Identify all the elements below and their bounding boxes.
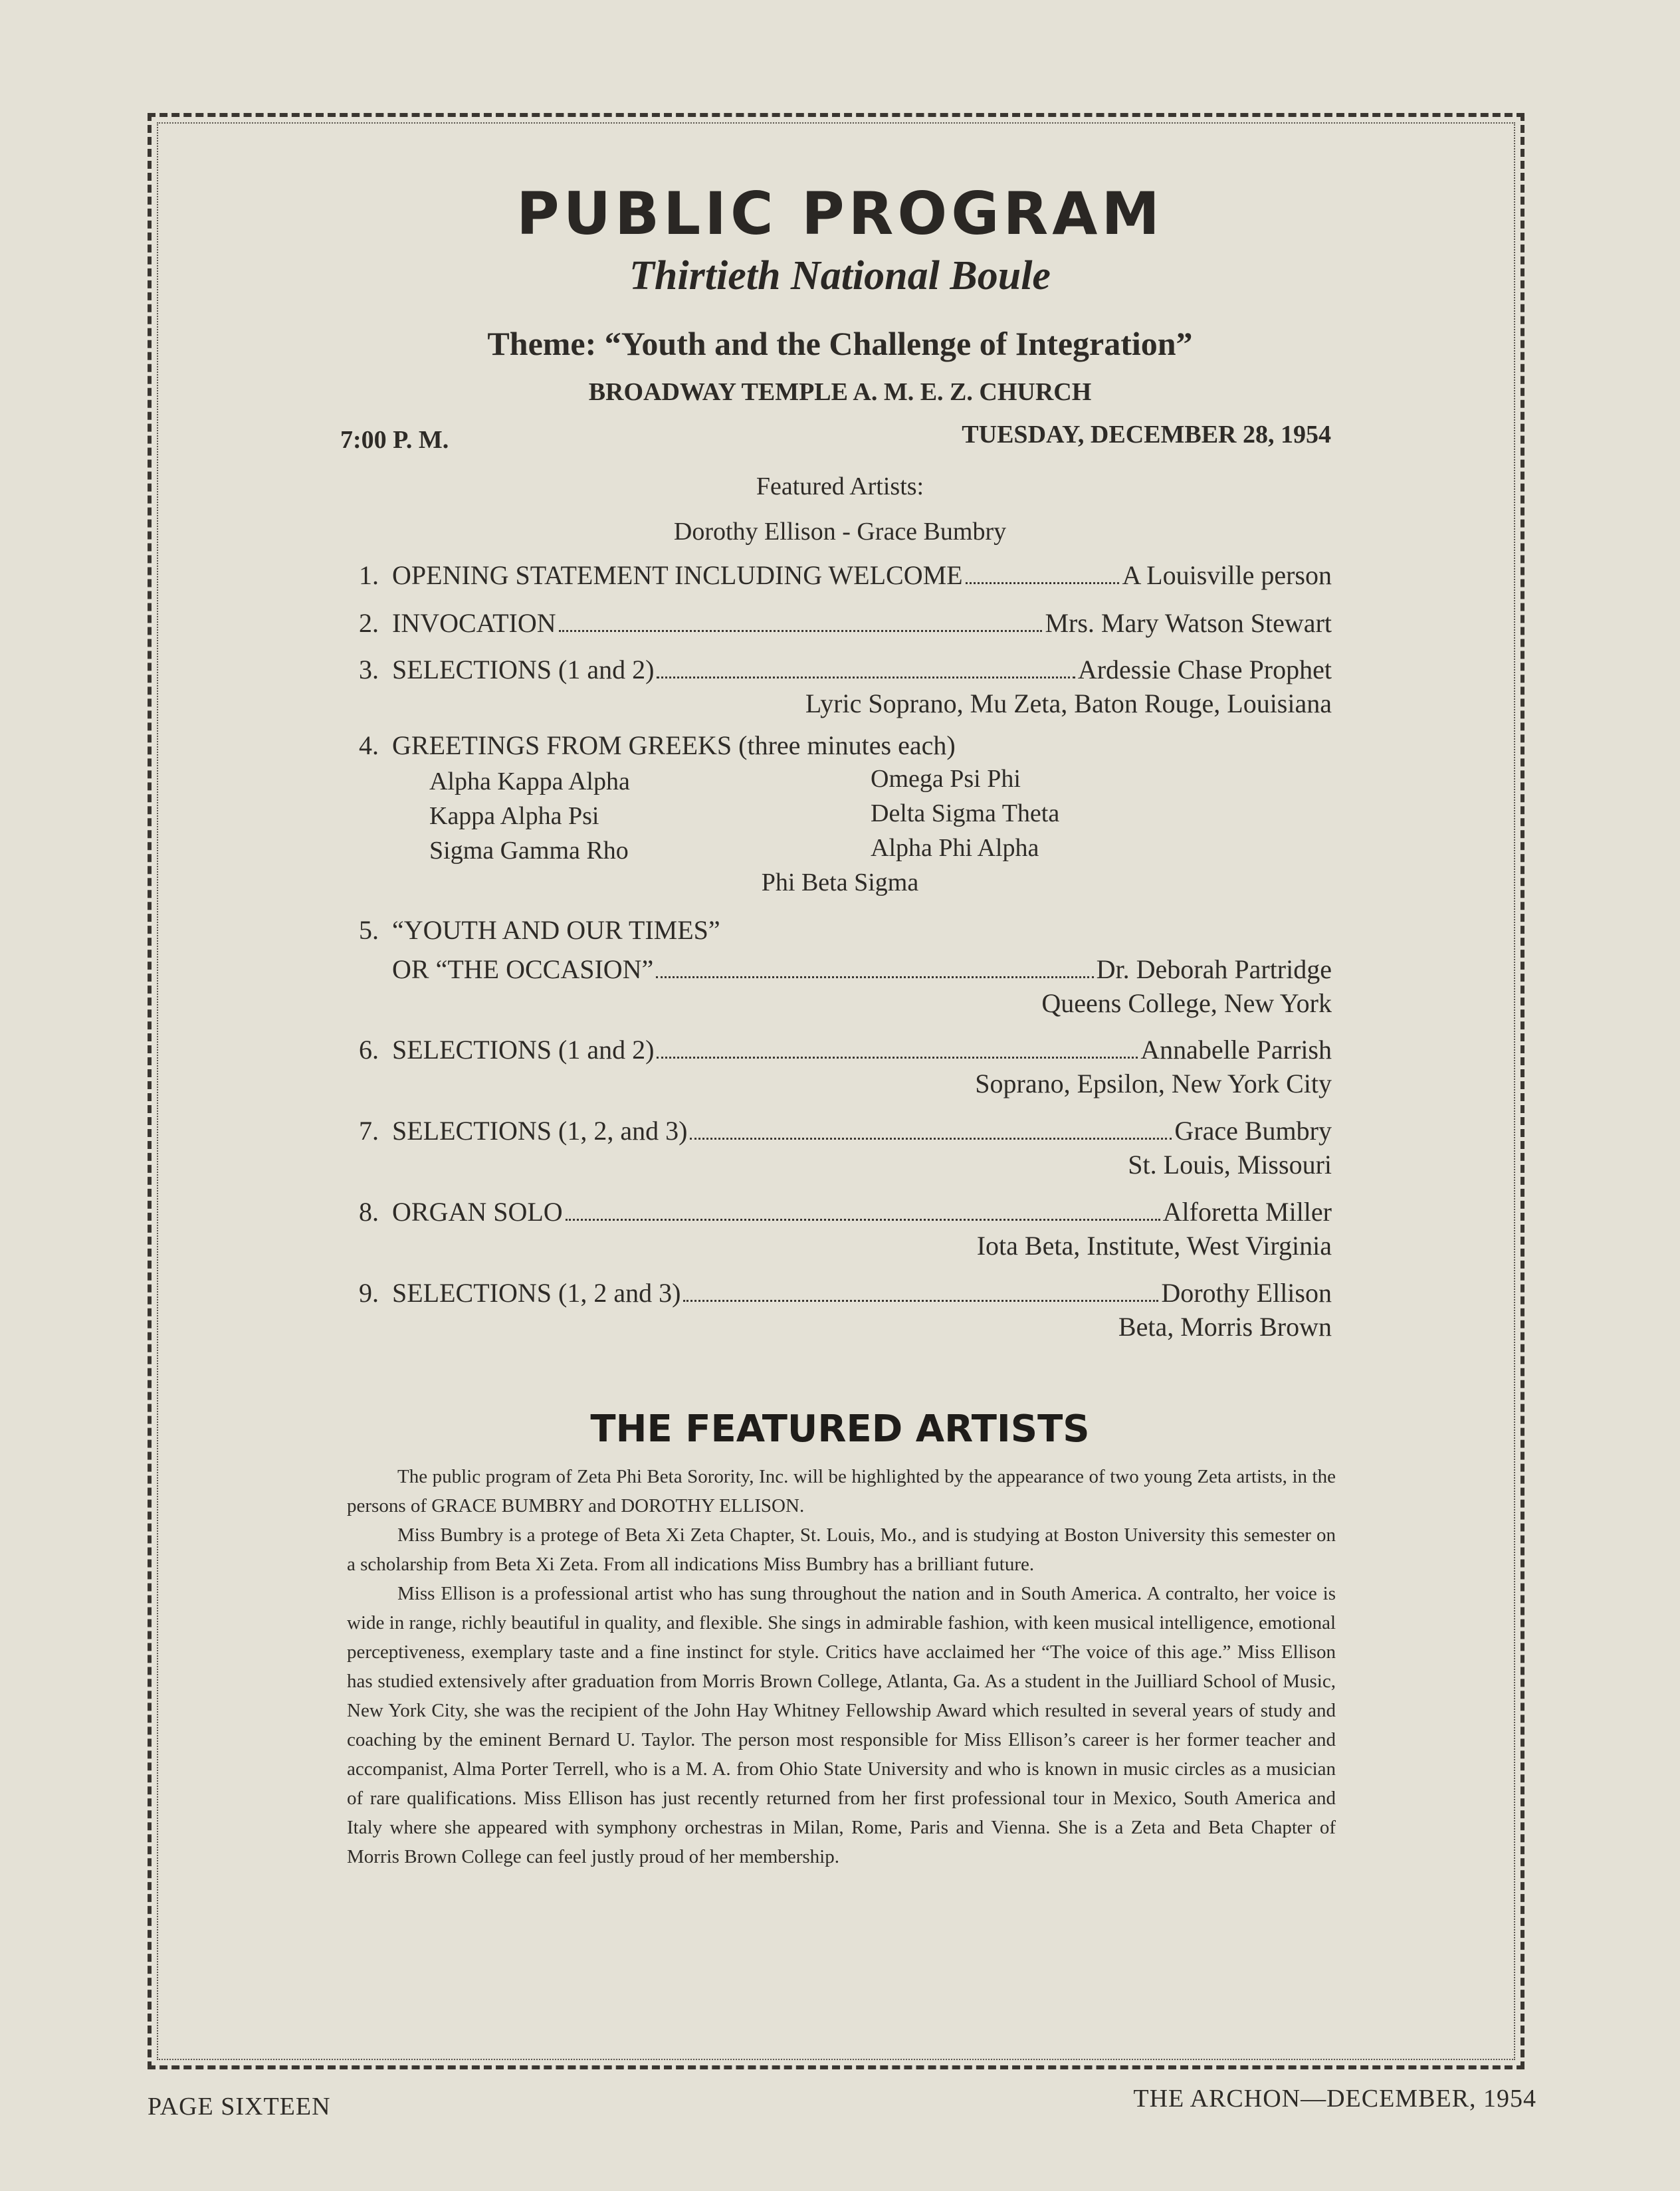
- program-theme: Theme: “Youth and the Challenge of Integration”: [487, 325, 1193, 362]
- program-item: [359, 560, 1332, 591]
- publication-footer: THE ARCHON—DECEMBER, 1954: [1133, 2085, 1536, 2113]
- item-performer: Grace Bumbry: [1174, 1116, 1332, 1146]
- leader-dots: [657, 677, 1075, 678]
- item-label: OPENING STATEMENT INCLUDING WELCOME: [392, 560, 963, 590]
- item-performer: Alforetta Miller: [1162, 1197, 1332, 1227]
- leader-dots: [690, 1138, 1172, 1140]
- item-label: INVOCATION: [392, 608, 556, 638]
- greek-org: Phi Beta Sigma: [761, 869, 919, 896]
- item-label-continued: OR “THE OCCASION”: [392, 954, 654, 984]
- item-label: SELECTIONS (1 and 2): [392, 655, 655, 684]
- greek-org: Sigma Gamma Rho: [429, 837, 629, 865]
- program-item: [359, 1277, 1332, 1342]
- featured-artists-heading: THE FEATURED ARTISTS: [590, 1408, 1090, 1451]
- item-detail: St. Louis, Missouri: [1128, 1150, 1332, 1180]
- item-number: 2.: [359, 608, 379, 638]
- greek-org: Kappa Alpha Psi: [429, 802, 599, 830]
- item-label: SELECTIONS (1, 2 and 3): [392, 1278, 681, 1308]
- leader-dots: [683, 1300, 1158, 1302]
- page-number: PAGE SIXTEEN: [148, 2093, 331, 2121]
- item-label: SELECTIONS (1 and 2): [392, 1035, 655, 1065]
- item-number: 5.: [359, 915, 379, 945]
- item-number: 3.: [359, 655, 379, 684]
- page-title: PUBLIC PROGRAM: [516, 179, 1164, 248]
- leader-dots: [657, 1057, 1138, 1059]
- item-performer: Mrs. Mary Watson Stewart: [1045, 608, 1332, 638]
- greek-org: Omega Psi Phi: [871, 765, 1021, 793]
- item-performer: Dorothy Ellison: [1161, 1278, 1332, 1308]
- program-item: [359, 654, 1332, 719]
- item-number: 1.: [359, 560, 379, 590]
- greek-org: Alpha Kappa Alpha: [429, 768, 630, 795]
- leader-dots: [966, 582, 1120, 584]
- item-number: 8.: [359, 1197, 379, 1227]
- paragraph: The public program of Zeta Phi Beta Sorority, Inc. will be highlighted by the appearance of two young Zeta artists, in the persons of GRACE BUMBRY and DOROTHY ELLISON.: [347, 1466, 1336, 1516]
- paragraph: Miss Bumbry is a protege of Beta Xi Zeta Chapter, St. Louis, Mo., and is studying at Boston University this semester on a scholarship from Beta Xi Zeta. From all indications Miss Bumbry has a brilliant future.: [347, 1524, 1336, 1575]
- item-performer: Ardessie Chase Prophet: [1077, 655, 1332, 684]
- item-label: SELECTIONS (1, 2, and 3): [392, 1116, 688, 1146]
- featured-artists-names: Dorothy Ellison - Grace Bumbry: [673, 518, 1007, 546]
- featured-artists-body: [347, 1462, 1336, 1871]
- greek-org: Delta Sigma Theta: [871, 799, 1060, 827]
- leader-dots: [559, 630, 1043, 632]
- program-date: TUESDAY, DECEMBER 28, 1954: [962, 421, 1331, 449]
- item-number: 4.: [359, 730, 379, 760]
- program-item: [359, 607, 1332, 639]
- paragraph: Miss Ellison is a professional artist who has sung throughout the nation and in South America. A contralto, her voice is wide in range, richly beautiful in quality, and flexible. She sings in admirable fashion, with keen musical intelligence, emotional perceptiveness, exemplary taste and a fine instinct for style. Critics have acclaimed her “The voice of this age.” Miss Ellison has studied extensively after graduation from Morris Brown College, Atlanta, Ga. As a student in the Juilliard School of Music, New York City, she was the recipient of the John Hay Whitney Fellowship Award which resulted in several years of study and coaching by the eminent Bernard U. Taylor. The person most responsible for Miss Ellison’s career is her former teacher and accompanist, Alma Porter Terrell, who is a M. A. from Ohio State University and who is known in music circles as a musician of rare qualifications. Miss Ellison has just recently returned from her first professional tour in Mexico, South America and Italy where she appeared with symphony orchestras in Milan, Rome, Paris and Vienna. She is a Zeta and Beta Chapter of Morris Brown College can feel justly proud of her membership.: [347, 1583, 1336, 1867]
- leader-dots: [566, 1219, 1160, 1221]
- leader-dots: [656, 976, 1093, 978]
- item-label: “YOUTH AND OUR TIMES”: [392, 915, 720, 945]
- item-detail: Iota Beta, Institute, West Virginia: [976, 1231, 1332, 1261]
- item-detail: Queens College, New York: [1041, 988, 1332, 1018]
- item-performer: A Louisville person: [1122, 560, 1332, 590]
- item-number: 7.: [359, 1116, 379, 1146]
- item-number: 6.: [359, 1035, 379, 1065]
- program-item: [359, 1115, 1332, 1180]
- program-time: 7:00 P. M.: [340, 426, 449, 454]
- item-performer: Dr. Deborah Partridge: [1096, 954, 1332, 984]
- item-label: ORGAN SOLO: [392, 1197, 563, 1227]
- item-number: 9.: [359, 1278, 379, 1308]
- program-item: [359, 1196, 1332, 1261]
- featured-artists-label: Featured Artists:: [756, 472, 924, 500]
- program-item: [359, 1034, 1332, 1099]
- item-detail: Beta, Morris Brown: [1118, 1312, 1332, 1342]
- program-item: [359, 914, 1332, 1019]
- item-label: GREETINGS FROM GREEKS (three minutes each): [392, 730, 956, 760]
- item-detail: Lyric Soprano, Mu Zeta, Baton Rouge, Louisiana: [805, 688, 1332, 718]
- greek-org: Alpha Phi Alpha: [871, 834, 1039, 862]
- program-item: [359, 730, 1332, 761]
- venue: BROADWAY TEMPLE A. M. E. Z. CHURCH: [588, 378, 1092, 406]
- item-detail: Soprano, Epsilon, New York City: [975, 1069, 1332, 1098]
- item-performer: Annabelle Parrish: [1140, 1035, 1332, 1065]
- page-subtitle: Thirtieth National Boule: [629, 253, 1051, 298]
